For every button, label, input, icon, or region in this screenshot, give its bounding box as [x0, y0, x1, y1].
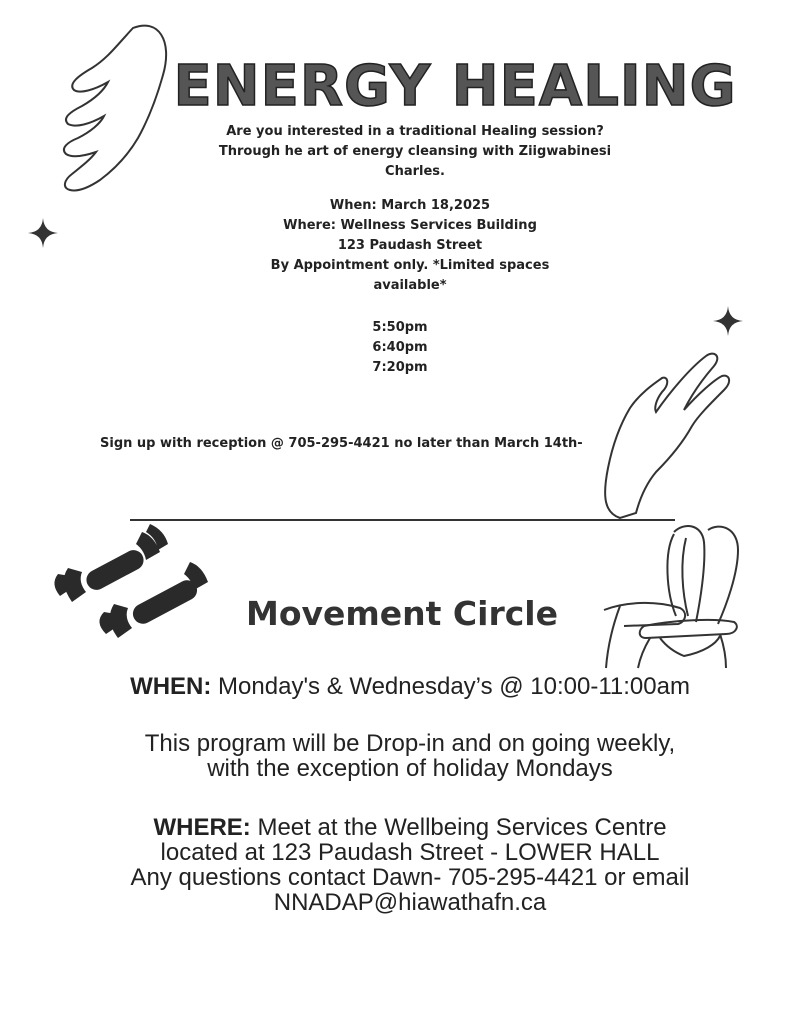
- page-title: ENERGY HEALING: [173, 54, 737, 119]
- location-line: located at 123 Paudash Street - LOWER HALL: [160, 839, 660, 866]
- intro-line: Are you interested in a traditional Healing session?: [226, 124, 604, 139]
- event-address: 123 Paudash Street: [337, 238, 483, 253]
- session-time: 5:50pm: [372, 320, 428, 335]
- when-label: WHEN:: [130, 673, 212, 700]
- session-time: 7:20pm: [372, 360, 428, 375]
- contact-line: Any questions contact Dawn- 705-295-4421 or email: [130, 864, 690, 891]
- appointment-note: By Appointment only. *Limited spaces: [270, 258, 550, 273]
- where-label: WHERE:: [153, 814, 251, 841]
- chair-icon: [604, 522, 744, 670]
- location-text: [60, 815, 760, 915]
- contact-email: NNADAP@hiawathafn.ca: [273, 889, 547, 916]
- event-location: Where: Wellness Services Building: [283, 218, 537, 233]
- event-date: When: March 18,2025: [329, 198, 491, 213]
- where-line: [60, 815, 760, 840]
- sparkle-icon: [713, 306, 743, 336]
- event-details: [230, 196, 590, 296]
- signup-text: Sign up with reception @ 705-295-4421 no later than March 14th-: [100, 436, 583, 451]
- when-value: Monday's & Wednesday’s @ 10:00-11:00am: [211, 673, 690, 700]
- dropin-line: with the exception of holiday Mondays: [207, 755, 613, 782]
- appointment-note: available*: [373, 278, 447, 293]
- session-time: 6:40pm: [372, 340, 428, 355]
- where-value: Meet at the Wellbeing Services Centre: [250, 814, 667, 841]
- schedule-text: [60, 674, 760, 699]
- intro-line: Charles.: [385, 164, 445, 179]
- intro-text: [200, 122, 630, 182]
- session-times: [340, 318, 460, 378]
- sparkle-icon: [28, 218, 58, 248]
- intro-line: Through he art of energy cleansing with Ziigwabinesi: [218, 144, 612, 159]
- dropin-text: [60, 731, 760, 781]
- section-divider: [130, 519, 675, 521]
- dropin-line: This program will be Drop-in and on going weekly,: [144, 730, 676, 757]
- hand-down-icon: [38, 20, 178, 200]
- dumbbell-icon: [50, 522, 215, 637]
- section-title: Movement Circle: [246, 594, 558, 633]
